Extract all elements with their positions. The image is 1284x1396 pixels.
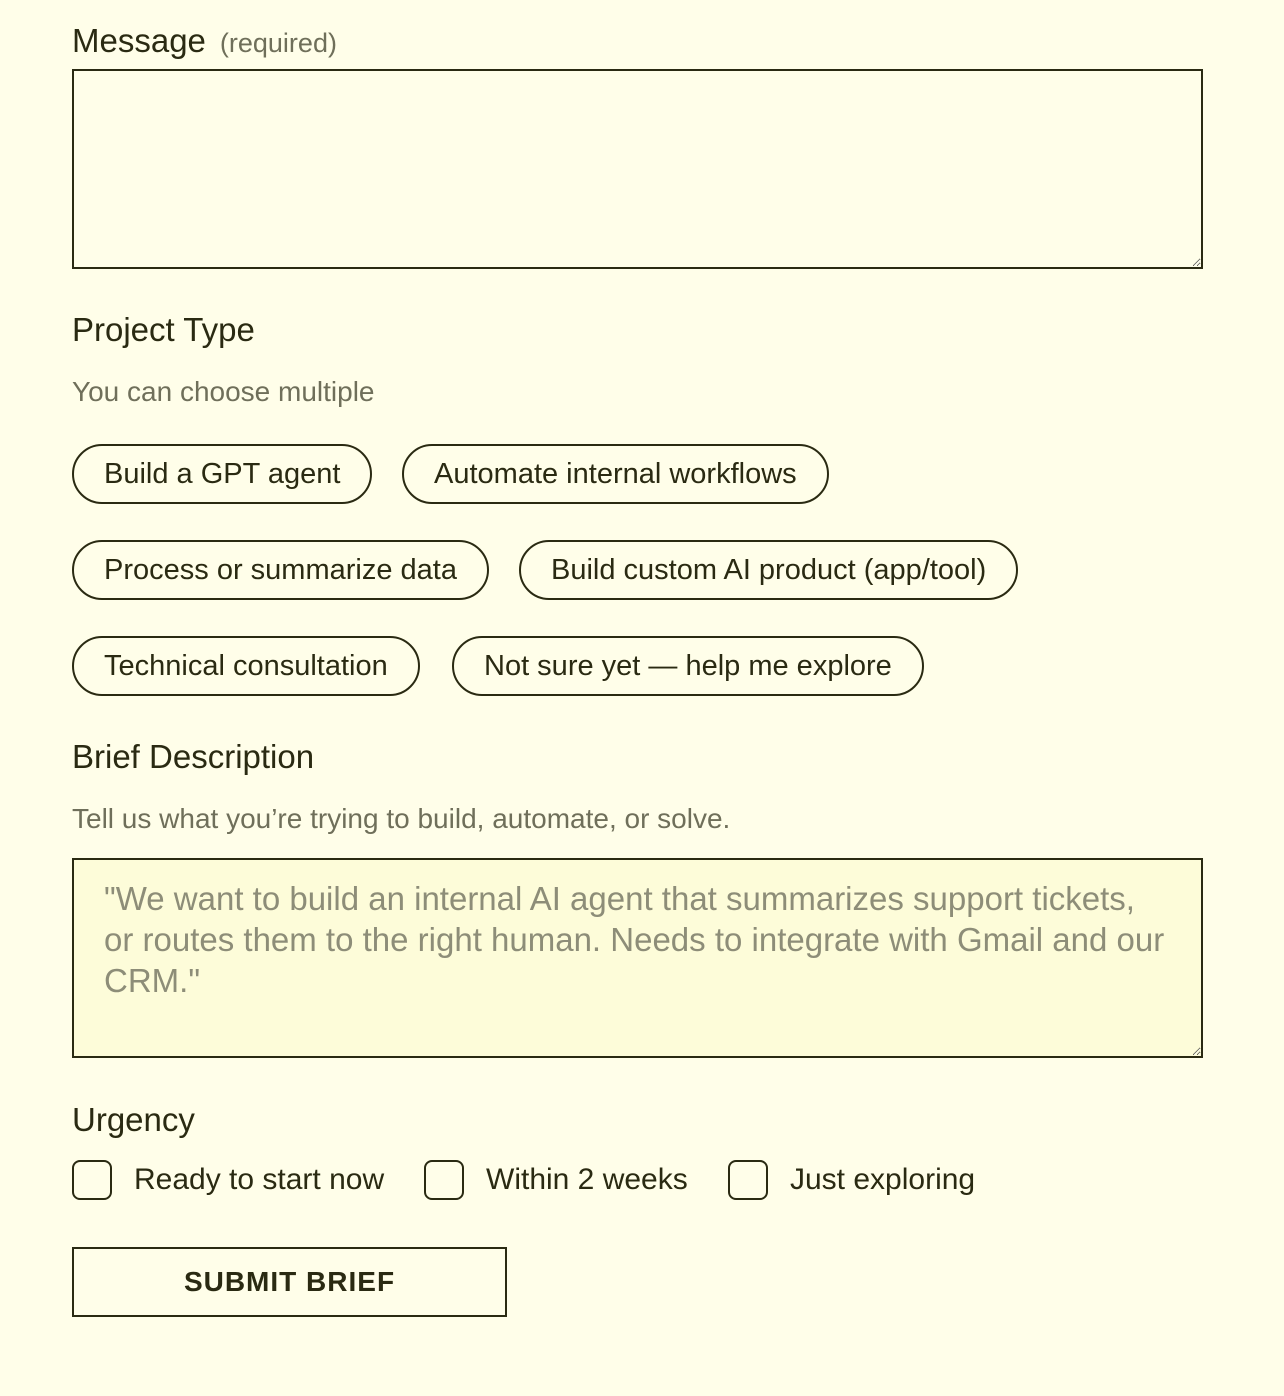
urgency-option-within-2-weeks[interactable] xyxy=(424,1160,688,1200)
checkbox[interactable] xyxy=(424,1160,464,1200)
checkbox[interactable] xyxy=(728,1160,768,1200)
urgency-title: Urgency xyxy=(72,1101,195,1138)
project-type-title: Project Type xyxy=(72,311,255,348)
urgency-option-ready-now[interactable] xyxy=(72,1160,384,1200)
brief-description-subtitle: Tell us what you’re trying to build, automate, or solve. xyxy=(72,803,731,834)
chip-build-gpt-agent[interactable]: Build a GPT agent xyxy=(72,444,372,504)
chip-technical-consultation[interactable]: Technical consultation xyxy=(72,636,420,696)
chip-process-data[interactable]: Process or summarize data xyxy=(72,540,489,600)
urgency-option-label: Just exploring xyxy=(790,1163,976,1196)
brief-description-title: Brief Description xyxy=(72,738,315,775)
chip-automate-workflows[interactable]: Automate internal workflows xyxy=(402,444,829,504)
required-note: (required) xyxy=(219,28,337,58)
checkbox[interactable] xyxy=(72,1160,112,1200)
message-textarea[interactable] xyxy=(72,69,1203,269)
message-label xyxy=(72,20,337,64)
submit-brief-button[interactable]: SUBMIT BRIEF xyxy=(72,1247,507,1317)
chip-not-sure-yet[interactable]: Not sure yet — help me explore xyxy=(452,636,924,696)
chip-custom-ai-product[interactable]: Build custom AI product (app/tool) xyxy=(519,540,1018,600)
project-type-subtitle: You can choose multiple xyxy=(72,376,375,407)
urgency-option-label: Within 2 weeks xyxy=(486,1163,688,1196)
message-label-text: Message xyxy=(72,22,206,59)
urgency-option-just-exploring[interactable] xyxy=(728,1160,975,1200)
urgency-option-label: Ready to start now xyxy=(134,1163,385,1196)
brief-description-textarea[interactable] xyxy=(72,858,1203,1058)
